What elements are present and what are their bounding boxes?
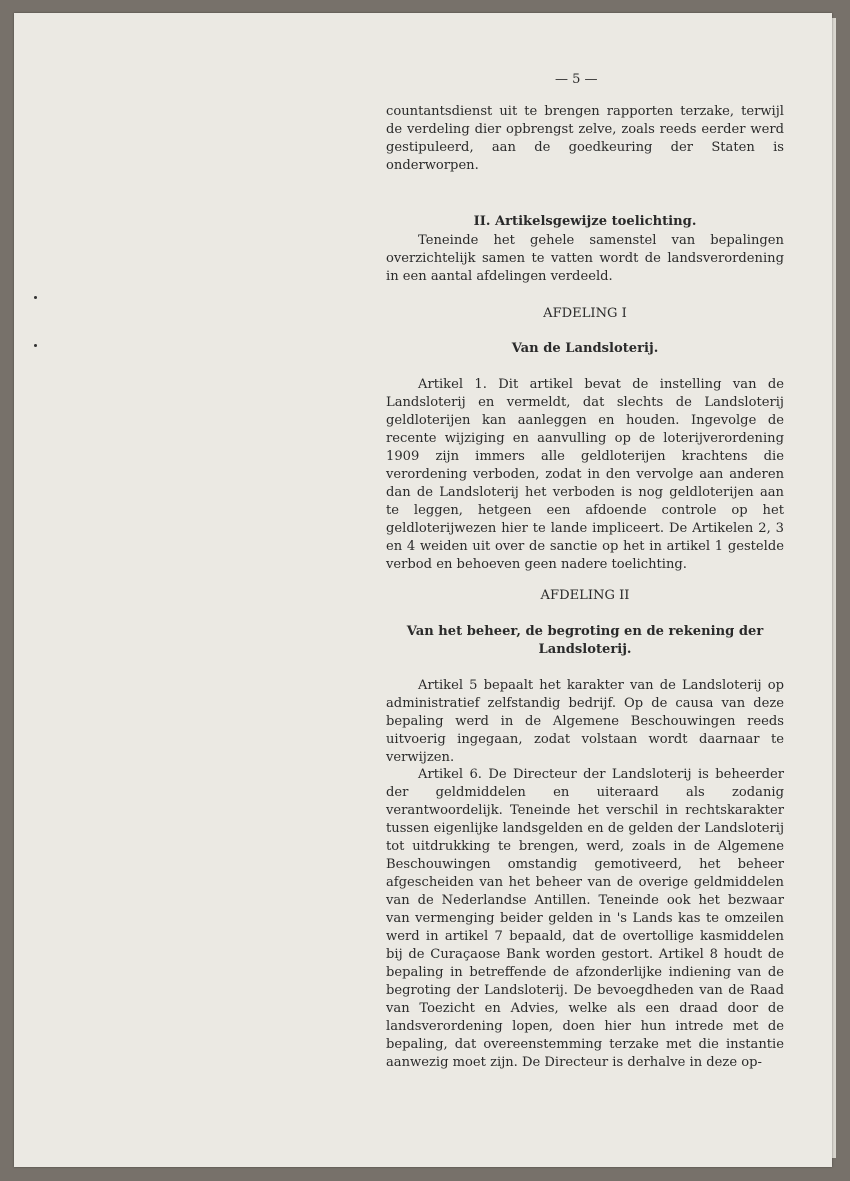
- afdeling-1-title: Van de Landsloterij.: [511, 341, 659, 356]
- section-heading: II. Artikelsgewijze toelichting.: [473, 214, 697, 229]
- continuation-paragraph: countantsdienst uit te brengen rapporten terzake, terwijl de verdeling dier opbrengst zelve, zoals reeds eerder werd gestipuleerd, aan de goedkeuring der Staten is onderworpen.: [386, 104, 784, 173]
- artikel-6-paragraph: Artikel 6. De Directeur der Landsloterij is beheerder der geldmiddelen en uiteraard als zodanig verantwoordelijk. Teneinde het verschil in rechtskarakter tussen eigenlijke landsgelden en de gelden der Landsloterij tot uitdrukking te brengen, werd, zoals in de Algemene Beschouwingen omstandig gemotiveerd, het beheer afgescheiden van het beheer van de overige geldmiddelen van de Nederlandse Antillen. Teneinde ook het bezwaar van vermenging beider gelden in 's Lands kas te omzeilen werd in artikel 7 bepaald, dat de overtollige kasmiddelen bij de Curaçaose Bank worden gestort. Artikel 8 houdt de bepaling in betreffende de afzonderlijke indiening van de begroting der Landsloterij. De bevoegdheden van de Raad van Toezicht en Advies, welke als een draad door de landsverordening lopen, doen hier hun intrede met de bepaling, dat overeenstemming terzake met die instantie aanwezig moet zijn. De Directeur is derhalve in deze op-: [386, 767, 784, 1070]
- paper-speck: [34, 344, 37, 347]
- afdeling-2-title: Van het beheer, de begroting en de rekening der Landsloterij.: [406, 624, 764, 657]
- afdeling-2-label: AFDELING II: [540, 588, 630, 603]
- paper-speck: [34, 296, 37, 299]
- section-intro-paragraph: Teneinde het gehele samenstel van bepalingen overzichtelijk samen te vatten wordt de landsverordening in een aantal afdelingen verdeeld.: [386, 233, 784, 284]
- artikel-1-paragraph: Artikel 1. Dit artikel bevat de instelling van de Landsloterij en vermeldt, dat slechts de Landsloterij geldloterijen kan aanleggen en houden. Ingevolge de recente wijziging en aanvulling op de loterijverordening 1909 zijn immers alle geldloterijen krachtens die verordening verboden, zodat in den vervolge aan anderen dan de Landsloterij het verboden is nog geldloterijen aan te leggen, hetgeen een afdoende controle op het geldloterijwezen hier te lande impliceert. De Artikelen 2, 3 en 4 weiden uit over de sanctie op het in artikel 1 gestelde verbod en behoeven geen nadere toelichting.: [386, 377, 784, 572]
- page-number: — 5 —: [555, 72, 598, 87]
- artikel-5-paragraph: Artikel 5 bepaalt het karakter van de Landsloterij op administratief zelfstandig bedrijf. Op de causa van deze bepaling werd in de Algemene Beschouwingen reeds uitvoerig ingegaan, zodat volstaan wordt daarnaar te verwijzen.: [386, 678, 784, 765]
- afdeling-1-label: AFDELING I: [543, 306, 627, 321]
